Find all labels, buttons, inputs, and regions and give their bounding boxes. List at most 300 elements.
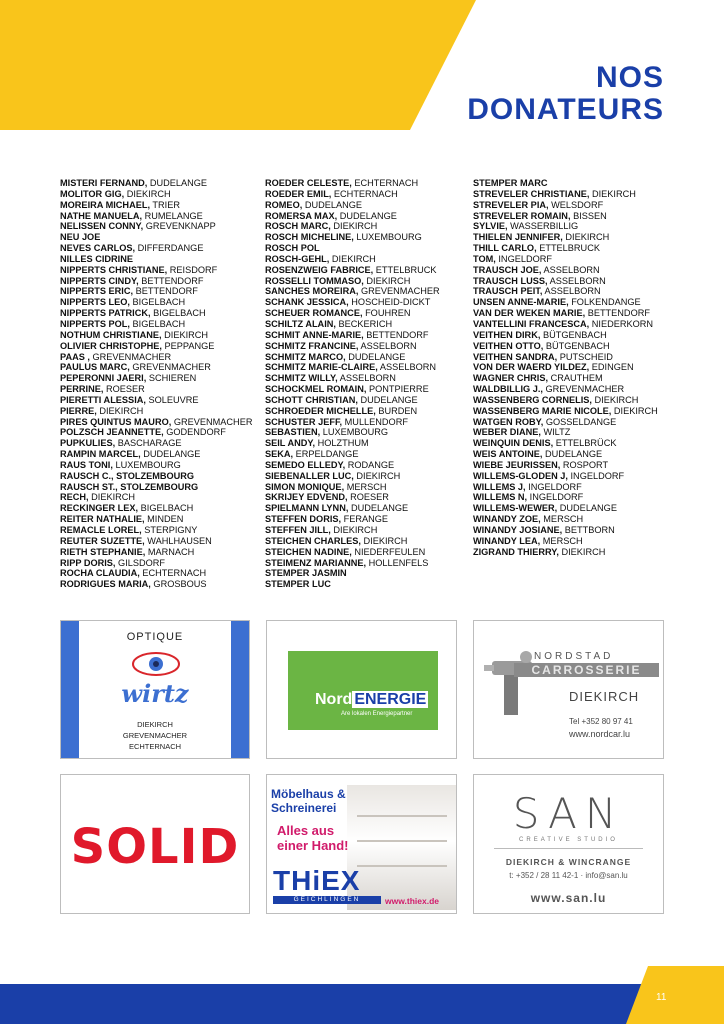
- donor-place: BIGELBACH: [140, 503, 194, 514]
- donor-place: BETTENDORF: [141, 275, 204, 286]
- nordenergie-nord: Nord: [315, 691, 353, 708]
- donor-entry: [265, 427, 470, 438]
- footer-shapes: [0, 966, 724, 1024]
- donor-name: RAMPIN MARCEL,: [60, 449, 141, 460]
- donor-entry: [473, 460, 678, 471]
- donor-place: RUMELANGE: [144, 210, 203, 221]
- donor-place: TRIER: [152, 199, 180, 210]
- nordenergie-energie: ENERGIE: [354, 691, 427, 708]
- donor-name: NIPPERTS CINDY,: [60, 275, 139, 286]
- nordstad-title: NORDSTAD: [534, 651, 614, 662]
- donor-entry: [473, 373, 678, 384]
- donor-name: RECH,: [60, 492, 89, 503]
- donor-entry: [60, 406, 265, 417]
- donor-name: NIPPERTS LEO,: [60, 297, 130, 308]
- donor-entry: [265, 189, 470, 200]
- donor-name: SANCHES MOREIRA,: [265, 286, 359, 297]
- donor-place: RODANGE: [347, 459, 395, 470]
- donor-name: MOREIRA MICHAEL,: [60, 199, 150, 210]
- donor-place: BIGELBACH: [132, 297, 186, 308]
- donor-name: ROEDER EMIL,: [265, 188, 332, 199]
- donor-place: GREVENMACHER: [360, 286, 440, 297]
- donor-place: WELSDORF: [551, 199, 604, 210]
- donor-entry: [60, 243, 265, 254]
- donor-place: DUDELANGE: [304, 199, 363, 210]
- donor-entry: [473, 471, 678, 482]
- donor-name: SCHMITZ MARIE-CLAIRE,: [265, 362, 378, 373]
- ad-optique-line: GREVENMACHER: [122, 731, 188, 740]
- donor-place: GODENDORF: [166, 427, 226, 438]
- donor-place: BIGELBACH: [153, 308, 206, 319]
- donor-place: DIEKIRCH: [613, 405, 658, 416]
- donor-name: RODRIGUES MARIA,: [60, 579, 151, 590]
- donor-place: ROESER: [350, 492, 389, 503]
- donor-entry: [473, 178, 678, 189]
- donor-entry: [265, 579, 470, 590]
- donor-name: SIMON MONIQUE,: [265, 481, 345, 492]
- donor-entry: [60, 482, 265, 493]
- donor-entry: [265, 330, 470, 341]
- donor-name: TRAUSCH JOE,: [473, 264, 542, 275]
- donor-entry: [60, 558, 265, 569]
- donor-entry: [60, 503, 265, 514]
- donor-place: BETTENDORF: [366, 329, 429, 340]
- donor-place: DIEKIRCH: [99, 405, 144, 416]
- donor-name: REUTER SUZETTE,: [60, 535, 145, 546]
- donor-place: GREVENMACHER: [173, 416, 253, 427]
- donor-name: PUPKULIES,: [60, 438, 116, 449]
- donor-name: WAGNER CHRIS,: [473, 373, 549, 384]
- donor-entry: [473, 276, 678, 287]
- donor-place: ETTELBRUCK: [539, 243, 600, 254]
- donor-place: DIEKIRCH: [126, 188, 171, 199]
- donor-entry: [60, 514, 265, 525]
- donor-entry: [60, 384, 265, 395]
- donor-entry: [473, 395, 678, 406]
- donor-entry: [265, 319, 470, 330]
- donor-place: WAHLHAUSEN: [147, 535, 212, 546]
- donor-name: WEINQUIN DENIS,: [473, 438, 554, 449]
- donor-place: GREVENMACHER: [92, 351, 172, 362]
- donor-name: PAAS ,: [60, 351, 90, 362]
- donor-place: HOSCHEID-DICKT: [351, 297, 431, 308]
- donor-name: PIERETTI ALESSIA,: [60, 394, 146, 405]
- donor-place: ECHTERNACH: [142, 568, 207, 579]
- title-line-2: DONATEURS: [467, 93, 664, 126]
- donor-place: MINDEN: [147, 514, 184, 525]
- donor-entry: [473, 243, 678, 254]
- donor-entry: [60, 460, 265, 471]
- donor-name: STEICHEN NADINE,: [265, 546, 352, 557]
- page-number: 11: [656, 992, 667, 1003]
- donor-name: SIEBENALLER LUC,: [265, 470, 354, 481]
- donor-name: RAUSCH C., STOLZEMBOURG: [60, 470, 195, 481]
- nordenergie-logo: [315, 691, 428, 709]
- kitchen-shelf: [357, 840, 447, 842]
- donor-name: ZIGRAND THIERRY,: [473, 546, 559, 557]
- donor-name: WINANDY ZOE,: [473, 514, 541, 525]
- donor-name: STREVELER ROMAIN,: [473, 210, 571, 221]
- donor-entry: [473, 525, 678, 536]
- donor-name: REITER NATHALIE,: [60, 514, 145, 525]
- donor-name: UNSEN ANNE-MARIE,: [473, 297, 569, 308]
- donor-entry: [60, 373, 265, 384]
- eye-icon: [131, 649, 181, 679]
- thiex-headline: [271, 787, 346, 815]
- donor-entry: [473, 286, 678, 297]
- donor-place: PUTSCHEID: [559, 351, 613, 362]
- donor-place: INGELDORF: [570, 470, 625, 481]
- donor-entry: [265, 221, 470, 232]
- donor-name: STEIMENZ MARIANNE,: [265, 557, 367, 568]
- donor-place: SCHIEREN: [148, 373, 197, 384]
- donor-entry: [473, 514, 678, 525]
- donor-entry: [60, 232, 265, 243]
- donor-entry: [60, 471, 265, 482]
- donor-name: NEVES CARLOS,: [60, 243, 136, 254]
- donor-name: PIRES QUINTUS MAURO,: [60, 416, 172, 427]
- donor-place: ROSPORT: [562, 459, 609, 470]
- donor-entry: [60, 438, 265, 449]
- donor-name: PEPERONNI JAERI,: [60, 373, 147, 384]
- donor-name: RIETH STEPHANIE,: [60, 546, 146, 557]
- donor-entry: [265, 417, 470, 428]
- title-line-1: NOS: [595, 61, 664, 94]
- donor-place: BECKERICH: [338, 318, 393, 329]
- donor-name: VEITHEN OTTO,: [473, 340, 544, 351]
- donor-name: ROSCH POL: [265, 243, 320, 254]
- donor-entry: [60, 276, 265, 287]
- kitchen-image: [347, 785, 457, 910]
- donor-name: SCHANK JESSICA,: [265, 297, 349, 308]
- donor-entry: [60, 189, 265, 200]
- donor-entry: [473, 384, 678, 395]
- san-divider: [494, 848, 643, 849]
- kitchen-shelf: [357, 815, 447, 817]
- donor-entry: [265, 449, 470, 460]
- donor-entry: [473, 211, 678, 222]
- thiex-slogan: [277, 823, 349, 853]
- donor-name: NOTHUM CHRISTIANE,: [60, 329, 162, 340]
- donor-entry: [473, 221, 678, 232]
- donor-name: SCHEUER ROMANCE,: [265, 308, 363, 319]
- donor-name: THILL CARLO,: [473, 243, 537, 254]
- donor-name: WALDBILLIG J.,: [473, 384, 543, 395]
- donor-place: GREVENKNAPP: [145, 221, 216, 232]
- donor-entry: [60, 308, 265, 319]
- donor-place: DIEKIRCH: [91, 492, 136, 503]
- donor-entry: [60, 330, 265, 341]
- donor-name: STREVELER PIA,: [473, 199, 549, 210]
- donor-entry: [60, 427, 265, 438]
- donor-entry: [473, 547, 678, 558]
- san-cities: DIEKIRCH & WINCRANGE: [505, 857, 632, 867]
- donor-entry: [60, 568, 265, 579]
- donor-place: BETTBORN: [564, 525, 615, 535]
- donor-place: DUDELANGE: [339, 210, 397, 221]
- donor-name: SYLVIE,: [473, 221, 508, 232]
- nordstad-banner: CARROSSERIE: [514, 663, 659, 677]
- donor-entry: [473, 341, 678, 352]
- ad-nordstad-carrosserie: [473, 620, 664, 759]
- donor-name: SCHMITZ FRANCINE,: [265, 340, 359, 351]
- donor-name: SCHOCKMEL ROMAIN,: [265, 384, 367, 395]
- donor-entry: [473, 449, 678, 460]
- ad-thiex: [266, 774, 457, 914]
- donor-name: WILLEMS-WEWER,: [473, 503, 558, 514]
- nordstad-city: DIEKIRCH: [569, 689, 640, 704]
- donor-entry: [265, 211, 470, 222]
- donor-place: ASSELBORN: [360, 340, 417, 351]
- donor-name: VEITHEN SANDRA,: [473, 351, 558, 362]
- thiex-headline-1: Möbelhaus &: [271, 787, 346, 801]
- donor-name: RAUS TONI,: [60, 459, 113, 470]
- donor-place: ECHTERNACH: [354, 178, 419, 188]
- donor-name: RIPP DORIS,: [60, 557, 116, 568]
- donor-entry: [265, 243, 470, 254]
- ad-solid: [60, 774, 250, 914]
- donor-name: SEBASTIEN,: [265, 427, 321, 438]
- donor-entry: [60, 492, 265, 503]
- donor-place: MULLENDORF: [344, 416, 408, 427]
- donor-entry: [265, 460, 470, 471]
- donor-place: ETTELBRÜCK: [555, 438, 617, 449]
- donor-name: STEICHEN CHARLES,: [265, 535, 361, 546]
- thiex-logo: THiEX: [273, 865, 361, 896]
- donor-entry: [265, 492, 470, 503]
- donor-entry: [473, 427, 678, 438]
- footer-band: [0, 966, 724, 1024]
- donor-place: BÜTGENBACH: [545, 340, 610, 351]
- donor-place: ECHTERNACH: [333, 188, 398, 199]
- ad-optique-line: DIEKIRCH: [137, 720, 173, 729]
- donor-place: BURDEN: [378, 405, 418, 416]
- nordenergie-tagline: Are lokalen Energiepartner: [341, 711, 413, 717]
- donor-entry: [265, 406, 470, 417]
- donor-place: DIEKIRCH: [565, 232, 610, 243]
- thiex-slogan-1: Alles aus: [277, 823, 335, 838]
- donor-entry: [265, 178, 470, 189]
- donor-name: THIELEN JENNIFER,: [473, 232, 563, 243]
- donor-entry: [473, 417, 678, 428]
- donor-entry: [265, 482, 470, 493]
- thiex-headline-2: Schreinerei: [271, 801, 337, 815]
- donor-entry: [60, 525, 265, 536]
- donor-place: MARNACH: [147, 546, 195, 557]
- donor-entry: [265, 395, 470, 406]
- donor-place: GROSBOUS: [153, 579, 207, 590]
- donor-place: BETTENDORF: [587, 308, 650, 319]
- donor-name: WINANDY JOSIANE,: [473, 525, 563, 535]
- donor-place: ERPELDANGE: [295, 449, 359, 460]
- donor-name: SCHMIT ANNE-MARIE,: [265, 329, 364, 340]
- ad-optique-wirtz: [60, 620, 250, 759]
- donor-place: BIGELBACH: [132, 318, 186, 329]
- donor-entry: [473, 406, 678, 417]
- nordstad-tel: Tel +352 80 97 41: [569, 717, 633, 726]
- donor-entry: [473, 308, 678, 319]
- donor-name: SEKA,: [265, 449, 294, 460]
- ad-optique-line: ECHTERNACH: [128, 742, 182, 751]
- donor-name: WEBER DIANE,: [473, 427, 541, 438]
- donor-entry: [60, 211, 265, 222]
- donor-entry: [265, 384, 470, 395]
- donor-entry: [265, 254, 470, 265]
- donor-name: TRAUSCH PEIT,: [473, 286, 543, 297]
- donor-entry: [473, 536, 678, 547]
- donor-name: SEMEDO ELLEDY,: [265, 459, 346, 470]
- donor-name: MISTERI FERNAND,: [60, 178, 148, 188]
- donor-entry: [473, 330, 678, 341]
- donor-place: DIEKIRCH: [561, 546, 606, 557]
- donor-place: MERSCH: [346, 481, 387, 492]
- donor-place: BASCHARAGE: [117, 438, 182, 449]
- donor-place: CRAUTHEM: [550, 373, 603, 384]
- donor-place: EDINGEN: [591, 362, 634, 373]
- donor-place: INGELDORF: [529, 492, 584, 503]
- nordstad-web: www.nordcar.lu: [569, 729, 631, 739]
- san-logo: SAN: [512, 789, 625, 838]
- donor-entry: [60, 362, 265, 373]
- donor-place: GILSDORF: [118, 557, 166, 568]
- donor-name: NELISSEN CONNY,: [60, 221, 144, 232]
- donor-name: NILLES CIDRINE: [60, 253, 133, 264]
- san-web: www.san.lu: [530, 891, 607, 905]
- ad-optique-brand: wirtz: [121, 679, 189, 708]
- donor-name: RAUSCH ST., STOLZEMBOURG: [60, 481, 199, 492]
- donor-name: VON DER WAERD YILDEZ,: [473, 362, 590, 373]
- donor-entry: [265, 362, 470, 373]
- donor-name: PERRINE,: [60, 384, 104, 395]
- donor-place: DIEKIRCH: [594, 394, 639, 405]
- donor-entry: [265, 536, 470, 547]
- donor-place: WILTZ: [543, 427, 571, 438]
- donor-name: STEMPER LUC: [265, 579, 331, 590]
- donor-name: WINANDY LEA,: [473, 535, 541, 546]
- donor-place: ASSELBORN: [379, 362, 437, 373]
- donor-place: DIEKIRCH: [366, 275, 411, 286]
- san-subtitle: CREATIVE STUDIO: [519, 837, 618, 843]
- donor-place: BÜTGENBACH: [542, 329, 607, 340]
- donor-place: INGELDORF: [498, 253, 552, 264]
- donor-entry: [473, 352, 678, 363]
- donor-place: ETTELBRUCK: [375, 264, 437, 275]
- donor-place: GOSSELDANGE: [545, 416, 617, 427]
- donor-place: INGELDORF: [528, 481, 582, 492]
- donor-name: SCHMITZ MARCO,: [265, 351, 346, 362]
- donor-name: MOLITOR GIG,: [60, 188, 125, 199]
- kitchen-shelf: [357, 865, 447, 867]
- donor-column-3: [473, 178, 678, 558]
- donor-name: NIPPERTS ERIC,: [60, 286, 134, 297]
- donor-name: TOM,: [473, 253, 496, 264]
- donor-entry: [265, 232, 470, 243]
- donor-name: ROEDER CELESTE,: [265, 178, 352, 188]
- donor-name: WATGEN ROBY,: [473, 416, 544, 427]
- donor-entry: [265, 341, 470, 352]
- donor-entry: [60, 547, 265, 558]
- donor-name: REMACLE LOREL,: [60, 525, 142, 535]
- donor-place: ASSELBORN: [543, 264, 600, 275]
- donor-place: HOLZTHUM: [317, 438, 369, 449]
- donor-place: PONTPIERRE: [368, 384, 429, 395]
- donor-name: ROSCH MICHELINE,: [265, 232, 354, 243]
- donor-place: SOLEUVRE: [148, 394, 199, 405]
- donor-name: RECKINGER LEX,: [60, 503, 139, 514]
- donor-place: DUDELANGE: [348, 351, 406, 362]
- donor-entry: [265, 514, 470, 525]
- donor-entry: [265, 438, 470, 449]
- donor-place: DIEKIRCH: [331, 253, 376, 264]
- donor-name: STEFFEN JILL,: [265, 525, 331, 535]
- donor-place: PEPPANGE: [164, 340, 215, 351]
- donor-name: VAN DER WEKEN MARIE,: [473, 308, 586, 319]
- thiex-web: www.thiex.de: [385, 896, 440, 906]
- donor-place: MERSCH: [542, 535, 583, 546]
- donor-name: WILLEMS-GLODEN J,: [473, 470, 568, 481]
- donor-entry: [60, 254, 265, 265]
- donor-entry: [265, 547, 470, 558]
- ad-optique-addresses: [61, 719, 249, 752]
- donor-entry: [265, 471, 470, 482]
- donor-place: BETTENDORF: [135, 286, 198, 297]
- donor-entry: [473, 254, 678, 265]
- donor-name: SKRIJEY EDVEND,: [265, 492, 348, 503]
- donor-place: DIEKIRCH: [333, 221, 378, 232]
- donor-place: ASSELBORN: [339, 373, 396, 384]
- donor-place: LUXEMBOURG: [356, 232, 422, 243]
- donor-column-1: [60, 178, 265, 590]
- donor-name: NATHE MANUELA,: [60, 210, 143, 221]
- donor-name: SCHUSTER JEFF,: [265, 416, 343, 427]
- donor-entry: [265, 265, 470, 276]
- donor-entry: [265, 308, 470, 319]
- donor-entry: [60, 449, 265, 460]
- donor-place: FOLKENDANGE: [571, 297, 641, 308]
- donor-entry: [473, 438, 678, 449]
- donor-place: NIEDERFEULEN: [354, 546, 426, 557]
- donor-name: OLIVIER CHRISTOPHE,: [60, 340, 162, 351]
- donor-place: ASSELBORN: [549, 275, 606, 286]
- donor-name: WILLEMS N,: [473, 492, 528, 503]
- donor-entry: [473, 492, 678, 503]
- donor-entry: [265, 297, 470, 308]
- donor-place: DIEKIRCH: [333, 525, 378, 535]
- donor-entry: [265, 276, 470, 287]
- donor-entry: [265, 286, 470, 297]
- donor-name: STEFFEN DORIS,: [265, 514, 342, 525]
- donor-place: DUDELANGE: [149, 178, 208, 188]
- donor-entry: [473, 482, 678, 493]
- donor-place: WASSERBILLIG: [510, 221, 579, 232]
- donor-entry: [265, 352, 470, 363]
- page-title: [467, 62, 664, 126]
- donor-entry: [265, 503, 470, 514]
- donor-name: ROSCH-GEHL,: [265, 253, 330, 264]
- donor-column-2: [265, 178, 470, 590]
- donor-place: STERPIGNY: [144, 525, 198, 535]
- donor-place: GREVENMACHER: [132, 362, 211, 373]
- donor-entry: [60, 286, 265, 297]
- donor-name: ROCHA CLAUDIA,: [60, 568, 140, 579]
- donor-entry: [265, 568, 470, 579]
- donor-name: SCHROEDER MICHELLE,: [265, 405, 376, 416]
- donor-place: DIFFERDANGE: [137, 243, 204, 254]
- donor-name: NEU JOE: [60, 232, 101, 243]
- donor-name: VEITHEN DIRK,: [473, 329, 541, 340]
- ad-san: [473, 774, 664, 914]
- donor-entry: [60, 395, 265, 406]
